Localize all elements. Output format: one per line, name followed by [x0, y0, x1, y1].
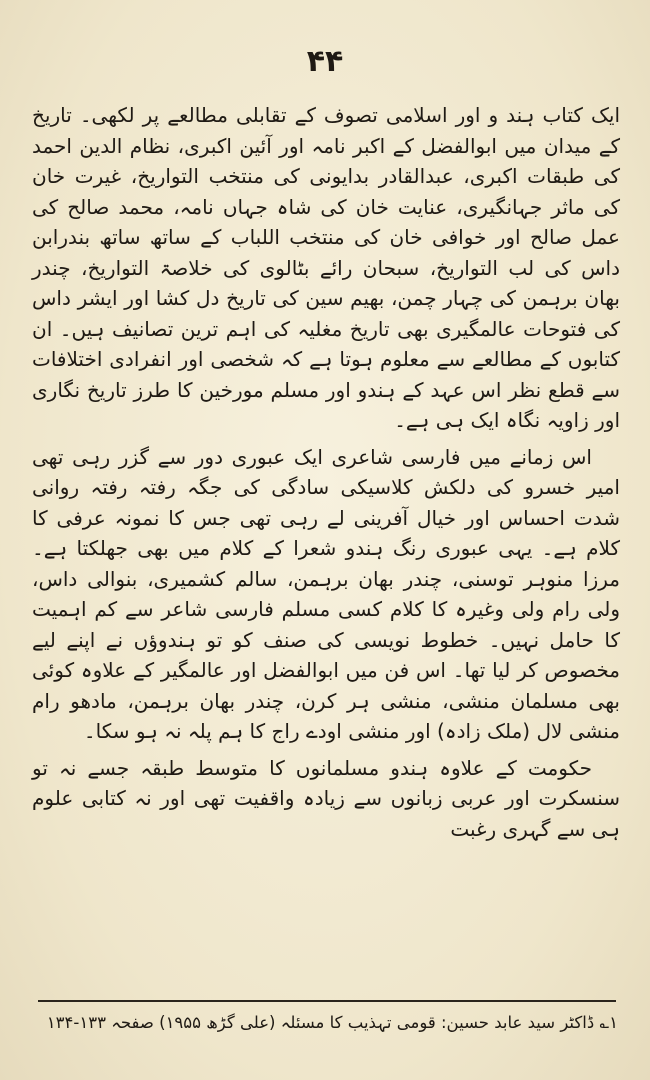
body-text — [32, 100, 620, 844]
page-number: ۴۴ — [306, 44, 344, 79]
paragraph-1: ایک کتاب ہند و اور اسلامی تصوف کے تقابلی مطالعے پر لکھی۔ تاریخ کے میدان میں ابوالفضل کے اکبر نامہ اور آئین اکبری، نظام الدین احمد کی طبقات اکبری، عبدالقادر بدایونی کی منتخب التواریخ، غیرت خان کی ماثر جہانگیری، عنایت خان کی شاہ جہاں نامہ، محمد صالح کی عمل صالح اور خوافی خان کی منتخب اللباب کے ساتھ ساتھ بندرابن داس کی لب التواریخ، سبحان رائے بٹالوی کی خلاصۃ التواریخ، چندر بھان برہمن کی چہار چمن، بھیم سین کی تاریخ دل کشا اور ایشر داس کی فتوحات عالمگیری بھی تاریخ مغلیہ کی اہم ترین تصانیف ہیں۔ ان کتابوں کے مطالعے سے معلوم ہوتا ہے کہ شخصی اور انفرادی اختلافات سے قطع نظر اس عہد کے ہندو اور مسلم مورخین کا طرز تاریخ نگاری اور زاویہ نگاہ ایک ہی ہے۔ — [32, 103, 620, 432]
paragraph-3: حکومت کے علاوہ ہندو مسلمانوں کا متوسط طبقہ جسے نہ تو سنسکرت اور عربی زبانوں سے زیادہ واقفیت تھی اور نہ کتابی علوم ہی سے گہری رغبت — [32, 755, 620, 841]
paragraph-2: اس زمانے میں فارسی شاعری ایک عبوری دور سے گزر رہی تھی امیر خسرو کی دلکش کلاسیکی سادگی کی جگہ رفتہ رفتہ روانی شدت احساس اور خیال آفرینی لے رہی تھی جس کا نمونہ عرفی کا کلام ہے۔ یہی عبوری رنگ ہندو شعرا کے کلام میں بھی جھلکتا ہے۔ مرزا منوہر توسنی، چندر بھان برہمن، سالم کشمیری، بنوالی داس، ولی رام ولی وغیرہ کا کلام کسی مسلم فارسی شاعر سے کم اہمیت کا حامل نہیں۔ خطوط نویسی کی صنف کو تو ہندوؤں نے اپنے لیے مخصوص کر لیا تھا۔ اس فن میں ابوالفضل اور عالمگیر کے علاوہ کوئی بھی مسلمان منشی، منشی ہر کرن، چندر بھان برہمن، مادھو رام منشی لال (ملک زادہ) اور منشی اودے راج کا ہم پلہ نہ ہو سکا۔ — [32, 444, 620, 743]
footnote-text: ڈاکٹر سید عابد حسین: قومی تہذیب کا مسئلہ (علی گڑھ ۱۹۵۵) صفحہ ۱۳۳-۱۳۴ — [46, 1013, 595, 1032]
footnote-divider — [38, 1000, 616, 1002]
footnote-marker: ۱؎ — [599, 1013, 618, 1032]
footnote — [36, 1010, 618, 1036]
